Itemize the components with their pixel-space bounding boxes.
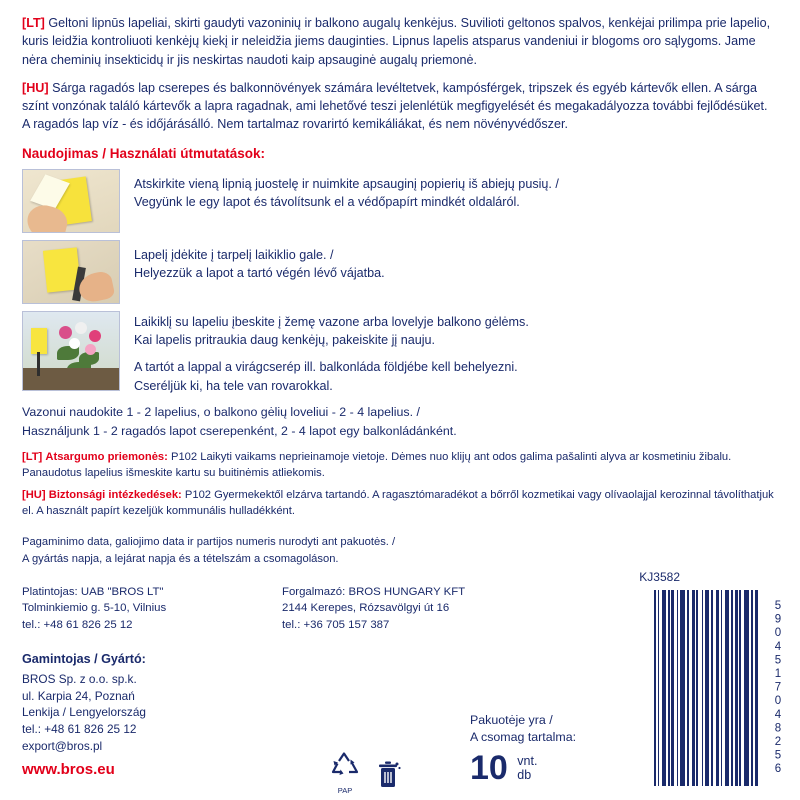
manufacturer-website[interactable]: www.bros.eu (22, 760, 115, 778)
insert-holder-illustration (22, 240, 120, 304)
product-info (22, 534, 778, 584)
usage-note (22, 403, 778, 440)
waste-bin-icon (374, 758, 402, 795)
place-in-pot-illustration (22, 311, 120, 391)
usage-step-text-hu: Vegyünk le egy lapot és távolítsunk el a védőpapírt mindkét oldaláról. (134, 195, 520, 210)
peel-sticker-illustration (22, 169, 120, 233)
quantity-label-lt: Pakuotėje yra / (470, 713, 553, 727)
usage-title: Naudojimas / Használati útmutatások: (22, 145, 266, 161)
safety-hu-text: P102 Gyermekektől elzárva tartandó. A ragasztómaradékot a bőrről kozmetikai vagy olívaolajjal kerozinnal távolíthatjuk el. A használt papírt kezeljük kommunális hulladékként. (22, 489, 774, 517)
usage-step-text-hu: Helyezzük a lapot a tartó végén lévő vájatba. (134, 266, 385, 281)
usage-note-lt: Vazonui naudokite 1 - 2 lapelius, o balkono gėlių loveliui - 2 - 4 lapelius. / (22, 405, 420, 420)
usage-step-text (134, 311, 529, 397)
quantity-units (517, 754, 537, 785)
importer-label: Forgalmazó: BROS HUNGARY KFT (282, 585, 466, 598)
usage-step-text-lt: Atskirkite vieną lipnią juostelę ir nuimkite apsauginį popierių iš abiejų pusių. / (134, 176, 559, 191)
recycling-triangle-icon (330, 752, 360, 795)
product-info-hu: A gyártás napja, a lejárat napja és a tételszám a csomagoláson. (22, 552, 339, 565)
description-lt (22, 14, 778, 69)
safety-lt-label: Atsargumo priemonės: (45, 451, 168, 464)
usage-step (22, 311, 778, 397)
product-code: KJ3582 (639, 570, 680, 584)
usage-step-text-lt: Lapelį įdėkite į tarpelį laikiklio gale. / (134, 247, 334, 262)
product-info-lt: Pagaminimo data, galiojimo data ir partijos numeris nurodyti ant pakuotės. / (22, 535, 396, 548)
usage-step (22, 240, 778, 304)
safety-lt (22, 450, 778, 482)
description-hu (22, 79, 778, 134)
usage-steps (22, 169, 778, 397)
importer-phone: tel.: +36 705 157 387 (282, 618, 390, 631)
manufacturer-title: Gamintojas / Gyártó: (22, 652, 146, 667)
importer-address: 2144 Kerepes, Rózsavölgyi út 16 (282, 602, 450, 615)
safety-hu-tag: [HU] (22, 489, 46, 502)
pap-label: PAP (337, 786, 353, 795)
distributor-phone: tel.: +48 61 826 25 12 (22, 618, 133, 631)
safety-hu (22, 488, 778, 520)
description-hu-text: Sárga ragadós lap cserepes és balkonnövények számára levéltetvek, kampósférgek, tripszek és egyéb kártevők ellen. A sárga színt vonzónak találó kártevők a lapra ragadnak, ami lehetővé teszi jelenlétük megfigyelését és megakadályozza további fejlődésüket. A ragadós lap víz - és időjárásálló. Nem tartalmaz rovarirtó kemikáliákat, és nem növényvédőszer. (22, 80, 768, 132)
quantity-unit-lt: vnt. (517, 753, 538, 768)
usage-step-text (134, 240, 385, 284)
manufacturer-email: export@bros.pl (22, 738, 103, 753)
usage-step-text-hu2: Cseréljük ki, ha tele van rovarokkal. (134, 379, 333, 394)
quantity-value: 10 (470, 748, 508, 787)
safety-hu-label: Biztonsági intézkedések: (48, 489, 182, 502)
quantity-unit-hu: db (517, 768, 532, 783)
manufacturer-line: Lenkija / Lengyelország (22, 705, 146, 720)
manufacturer-line: tel.: +48 61 826 25 12 (22, 722, 137, 737)
barcode-number: 5904517048256 (772, 599, 784, 777)
lang-tag-hu: [HU] (22, 80, 49, 95)
lang-tag-lt: [LT] (22, 16, 45, 30)
usage-note-hu: Használjunk 1 - 2 ragadós lapot cserepenként, 2 - 4 lapot egy balkonládánként. (22, 423, 457, 438)
importer-block (282, 584, 532, 634)
manufacturer-line: BROS Sp. z o.o. sp.k. (22, 671, 137, 686)
quantity-label-hu: A csomag tartalma: (470, 730, 577, 745)
distributor-label: Platintojas: UAB "BROS LT" (22, 585, 164, 598)
distributor-address: Tolminkiemio g. 5-10, Vilnius (22, 602, 167, 615)
usage-step-text-hu: A tartót a lappal a virágcserép ill. balkonláda földjébe kell behelyezni. (134, 360, 518, 375)
usage-step-text-lt: Laikiklį su lapeliu įbeskite į žemę vazone arba lovelyje balkono gėlėms. (134, 314, 529, 329)
barcode (654, 590, 782, 786)
manufacturer-line: ul. Karpia 24, Poznań (22, 688, 135, 703)
usage-step-text-lt2: Kai lapelis pritraukia daug kenkėjų, pakeiskite jį nauju. (134, 333, 436, 348)
usage-step-text (134, 169, 559, 213)
package-quantity (470, 712, 576, 785)
barcode-bars (654, 590, 760, 786)
recycling-icons (330, 752, 402, 795)
safety-lt-text: P102 Laikyti vaikams neprieinamoje vietoje. Dėmes nuo klijų ant odos galima pašalinti alyva ar kosmetiniu žibalu. Panaudotus lapelius išmeskite kartu su buitinėmis atliekomis. (22, 451, 732, 480)
safety-lt-tag: [LT] (22, 451, 43, 464)
usage-step (22, 169, 778, 233)
distributor-block (22, 584, 272, 634)
description-lt-text: Geltoni lipnūs lapeliai, skirti gaudyti vazoninių ir balkono augalų kenkėjus. Suvilioti geltonos spalvos, kenkėjai prilimpa prie lapelio, kuris leidžia kontroliuoti kenkėjų kiekį ir neleidžia jiems dauginties. Lipnus lapelis atsparus vandeniui ir blogoms oro sąlygoms. Jame nėra cheminių insekticidų ir jis neskirtas naudoti kaip apsauginė augalų priemonė. (22, 16, 771, 67)
